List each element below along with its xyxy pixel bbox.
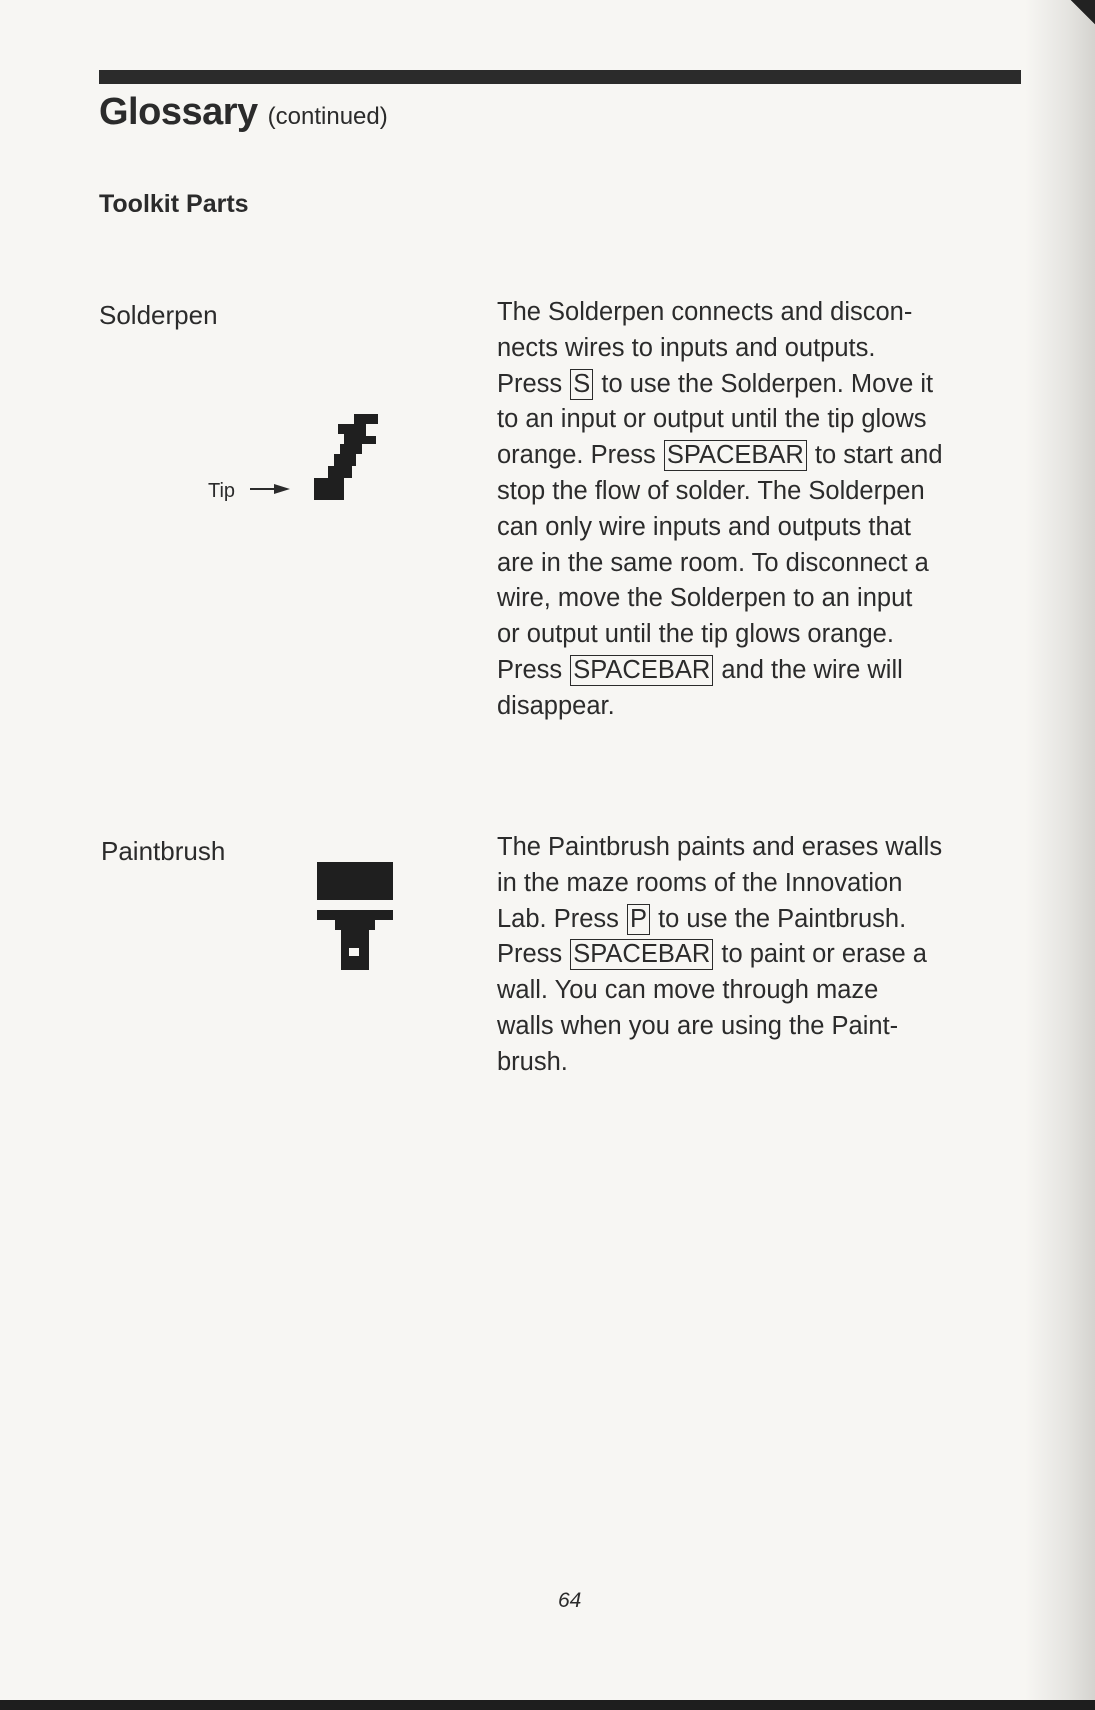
desc-line: to an input or output until the tip glows: [497, 405, 927, 434]
desc-line: Press SPACEBAR and the wire will: [497, 655, 903, 684]
desc-line: are in the same room. To disconnect a: [497, 548, 929, 577]
key-s: S: [570, 369, 593, 400]
desc-line: walls when you are using the Paint-: [497, 1011, 899, 1040]
page-number: 64: [558, 1589, 582, 1612]
desc-line: or output until the tip glows orange.: [497, 620, 894, 649]
page-edge-shadow: [1025, 0, 1095, 1710]
section-title: Toolkit Parts: [99, 190, 249, 218]
desc-line: Press SPACEBAR to paint or erase a: [497, 940, 927, 969]
key-p: P: [627, 904, 650, 935]
description-paintbrush: [497, 830, 1017, 1081]
desc-line: The Solderpen connects and discon-: [497, 298, 913, 326]
description-solderpen: [497, 295, 1017, 725]
key-spacebar: SPACEBAR: [570, 939, 713, 970]
desc-line: Press S to use the Solderpen. Move it: [497, 369, 934, 398]
desc-line: wire, move the Solderpen to an input: [497, 584, 913, 613]
key-spacebar: SPACEBAR: [664, 440, 807, 471]
tip-label: Tip: [208, 480, 236, 502]
page-bottom-edge: [0, 1700, 1095, 1710]
desc-line: disappear.: [497, 691, 615, 720]
key-spacebar: SPACEBAR: [570, 655, 713, 686]
paintbrush-icon: [317, 862, 395, 972]
term-solderpen: Solderpen: [99, 300, 218, 330]
desc-line: in the maze rooms of the Innovation: [497, 868, 903, 897]
page-heading: [99, 91, 388, 134]
page-subtitle: (continued): [267, 103, 388, 130]
page-title: Glossary: [99, 91, 258, 133]
desc-line: nects wires to inputs and outputs.: [497, 333, 876, 362]
arrow-right-icon: [248, 481, 292, 497]
header-rule: [99, 70, 1021, 84]
solderpen-icon: [310, 414, 382, 504]
desc-line: brush.: [497, 1047, 568, 1076]
desc-line: stop the flow of solder. The Solderpen: [497, 476, 925, 505]
page-corner: [1065, 0, 1095, 30]
desc-line: orange. Press SPACEBAR to start and: [497, 441, 943, 470]
term-paintbrush: Paintbrush: [101, 836, 226, 866]
desc-line: The Paintbrush paints and erases walls: [497, 833, 943, 861]
desc-line: Lab. Press P to use the Paintbrush.: [497, 904, 907, 933]
desc-line: wall. You can move through maze: [497, 976, 879, 1005]
desc-line: can only wire inputs and outputs that: [497, 512, 911, 541]
